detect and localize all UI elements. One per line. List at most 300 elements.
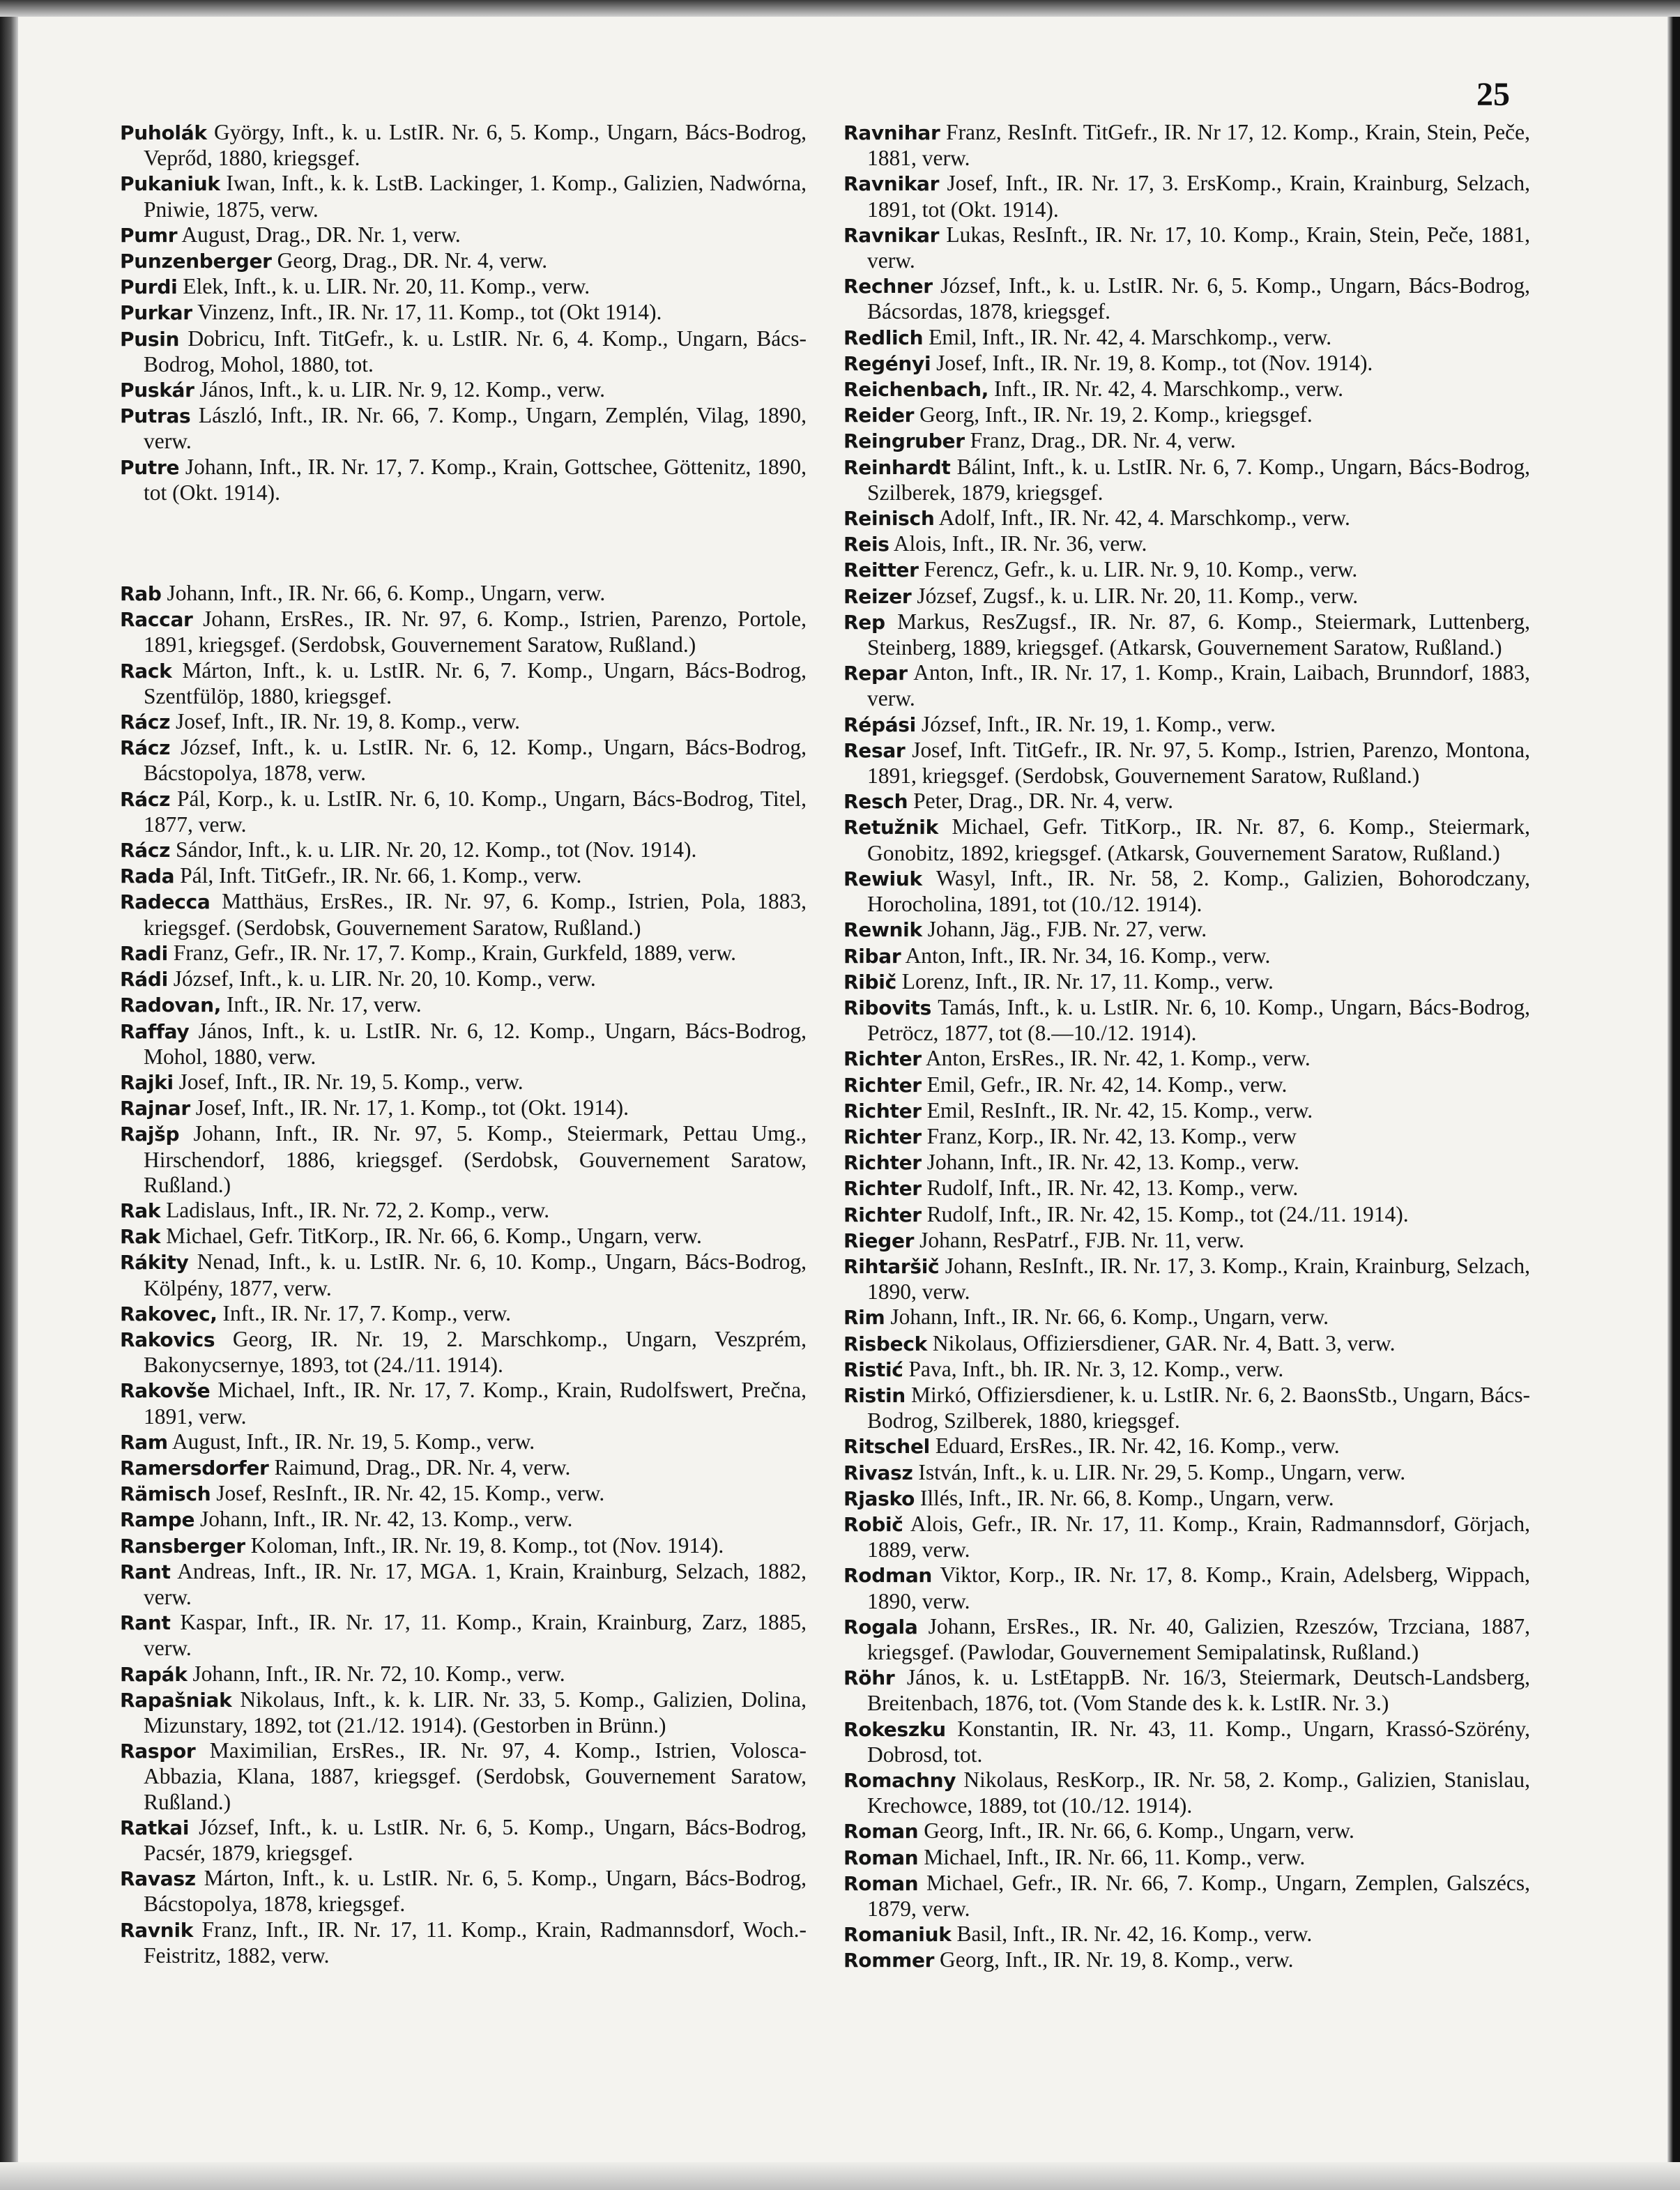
entry-surname: Putras: [120, 404, 191, 428]
entry-details: Kaspar, Inft., IR. Nr. 17, 11. Komp., Krain, Krainburg, Zarz, 1885, verw.: [144, 1610, 807, 1661]
entry-surname: Romaniuk: [843, 1923, 952, 1947]
entry-surname: Rim: [843, 1306, 885, 1330]
right-column-r-section: [843, 120, 1530, 1974]
register-entry: [120, 1866, 807, 1917]
entry-surname: Rep: [843, 610, 885, 634]
entry-surname: Richter: [843, 1203, 922, 1226]
entry-surname: Raccar: [120, 608, 193, 632]
register-entry: [843, 1512, 1530, 1562]
register-entry: [120, 581, 807, 607]
register-entry: [120, 735, 807, 786]
entry-surname: Rjasko: [843, 1486, 915, 1510]
entry-details: Georg, Drag., DR. Nr. 4, verw.: [277, 248, 548, 273]
register-entry: [843, 1767, 1530, 1818]
left-column-p-section: [120, 120, 807, 505]
entry-details: Inft., IR. Nr. 17, 7. Komp., verw.: [222, 1300, 512, 1325]
register-entry: [843, 1460, 1530, 1486]
entry-details: August, Drag., DR. Nr. 1, verw.: [181, 222, 461, 247]
entry-details: József, Zugsf., k. u. LIR. Nr. 20, 11. Komp., verw.: [917, 583, 1359, 608]
entry-details: Rudolf, Inft., IR. Nr. 42, 13. Komp., verw.: [926, 1176, 1299, 1201]
entry-surname: Röhr: [843, 1666, 895, 1690]
entry-surname: Reizer: [843, 584, 912, 608]
register-entry: [843, 1254, 1530, 1305]
register-entry: [120, 658, 807, 709]
page-number: 25: [1476, 76, 1510, 113]
register-entry: [843, 1845, 1530, 1871]
entry-details: Johann, ResInft., IR. Nr. 17, 3. Komp., Krain, Krainburg, Selzach, 1890, verw.: [867, 1253, 1531, 1305]
entry-details: Dobricu, Inft. TitGefr., k. u. LstIR. Nr. 6, 4. Komp., Ungarn, Bács-Bodrog, Mohol, 1880, tot.: [144, 326, 807, 377]
register-entry: [120, 171, 807, 222]
entry-details: István, Inft., k. u. LIR. Nr. 29, 5. Komp., Ungarn, verw.: [918, 1459, 1406, 1484]
register-entry: [843, 943, 1530, 969]
register-entry: [120, 222, 807, 248]
entry-details: Ladislaus, Inft., IR. Nr. 72, 2. Komp., verw.: [166, 1197, 550, 1222]
register-entry: [120, 1378, 807, 1429]
register-entry: [843, 995, 1530, 1046]
register-entry: [120, 1687, 807, 1738]
entry-details: Pava, Inft., bh. IR. Nr. 3, 12. Komp., verw.: [908, 1356, 1284, 1381]
register-entry: [843, 712, 1530, 738]
entry-details: Nikolaus, Inft., k. k. LIR. Nr. 33, 5. Komp., Galizien, Dolina, Mizunstary, 1892, tot (21./12. 1914). (Gestorben in Brünn.): [144, 1687, 807, 1737]
entry-details: Peter, Drag., DR. Nr. 4, verw.: [913, 789, 1173, 814]
entry-details: Franz, Inft., IR. Nr. 17, 11. Komp., Krain, Radmannsdorf, Woch.-Feistritz, 1882, verw.: [144, 1917, 807, 1968]
entry-details: Emil, Gefr., IR. Nr. 42, 14. Komp., verw.: [926, 1072, 1288, 1097]
register-entry: [843, 428, 1530, 454]
register-entry: [843, 402, 1530, 428]
register-entry: [843, 1922, 1530, 1947]
register-entry: [843, 1665, 1530, 1716]
register-entry: [120, 1661, 807, 1687]
entry-details: Vinzenz, Inft., IR. Nr. 17, 11. Komp., tot (Okt 1914).: [197, 300, 662, 325]
entry-surname: Roman: [843, 1871, 919, 1895]
entry-surname: Rewiuk: [843, 867, 922, 890]
register-entry: [120, 248, 807, 274]
register-entry: [120, 120, 807, 171]
entry-surname: Resar: [843, 738, 906, 762]
register-entry: [120, 1610, 807, 1661]
entry-surname: Roman: [843, 1846, 919, 1869]
register-entry: [120, 403, 807, 454]
entry-details: Anton, ErsRes., IR. Nr. 42, 1. Komp., verw.: [925, 1046, 1311, 1071]
register-entry: [120, 1507, 807, 1533]
entry-surname: Ravnihar: [843, 121, 940, 144]
entry-details: Michael, Inft., IR. Nr. 66, 11. Komp., verw.: [924, 1844, 1306, 1869]
entry-details: Maximilian, ErsRes., IR. Nr. 97, 4. Komp., Istrien, Volosca-Abbazia, Klana, 1887, kriegsgef. (Serdobsk, Gouvernement Saratow, Rußland.): [144, 1738, 807, 1814]
entry-details: Adolf, Inft., IR. Nr. 42, 4. Marschkomp., verw.: [938, 505, 1350, 531]
entry-details: Georg, Inft., IR. Nr. 19, 8. Komp., verw.: [940, 1947, 1294, 1972]
entry-details: Mirkó, Offiziersdiener, k. u. LstIR. Nr. 6, 2. BaonsStb., Ungarn, Bács-Bodrog, Szilberek, 1880, kriegsgef.: [867, 1382, 1531, 1434]
register-entry: [120, 786, 807, 837]
register-entry: [120, 377, 807, 403]
entry-details: Johann, Inft., IR. Nr. 42, 13. Komp., verw.: [926, 1150, 1299, 1175]
entry-surname: Richter: [843, 1073, 922, 1097]
entry-surname: Rodman: [843, 1564, 933, 1588]
entry-surname: Ramersdorfer: [120, 1456, 269, 1480]
register-entry: [120, 709, 807, 735]
register-entry: [843, 171, 1530, 222]
entry-details: Nikolaus, ResKorp., IR. Nr. 58, 2. Komp., Galizien, Stanislau, Krechowce, 1889, tot (10./12. 1914).: [867, 1767, 1530, 1818]
left-column-r-section: [120, 581, 807, 1968]
entry-surname: Richter: [843, 1151, 922, 1175]
entry-surname: Ristin: [843, 1383, 906, 1407]
entry-details: Eduard, ErsRes., IR. Nr. 42, 16. Komp., verw.: [935, 1434, 1340, 1459]
entry-surname: Rádi: [120, 968, 168, 991]
register-entry: [843, 1818, 1530, 1844]
entry-details: Franz, Drag., DR. Nr. 4, verw.: [970, 428, 1236, 453]
entry-details: Wasyl, Inft., IR. Nr. 58, 2. Komp., Galizien, Bohorodczany, Horocholina, 1891, tot (10./12. 1914).: [867, 865, 1530, 917]
entry-details: Josef, ResInft., IR. Nr. 42, 15. Komp., verw.: [216, 1481, 605, 1506]
entry-details: Márton, Inft., k. u. LstIR. Nr. 6, 7. Komp., Ungarn, Bács-Bodrog, Szentfülöp, 1880, kriegsgef.: [144, 657, 807, 708]
entry-details: Josef, Inft., IR. Nr. 17, 3. ErsKomp., Krain, Krainburg, Selzach, 1891, tot (Okt. 1914).: [867, 171, 1530, 222]
entry-details: Matthäus, ErsRes., IR. Nr. 97, 6. Komp., Istrien, Pola, 1883, kriegsgef. (Serdobsk, Gouvernement Saratow, Rußland.): [144, 889, 807, 940]
register-entry: [843, 1150, 1530, 1176]
entry-details: Emil, Inft., IR. Nr. 42, 4. Marschkomp., verw.: [929, 324, 1332, 349]
entry-surname: Rak: [120, 1225, 161, 1249]
section-gap: [120, 505, 807, 581]
register-entry: [843, 505, 1530, 531]
entry-details: Konstantin, IR. Nr. 43, 11. Komp., Ungarn, Krassó-Szörény, Dobrosd, tot.: [867, 1716, 1531, 1767]
entry-details: Franz, ResInft. TitGefr., IR. Nr 17, 12. Komp., Krain, Stein, Peče, 1881, verw.: [867, 120, 1531, 171]
register-entry: [843, 351, 1530, 377]
entry-surname: Ribar: [843, 944, 901, 968]
entry-details: Johann, Inft., IR. Nr. 66, 6. Komp., Ungarn, verw.: [167, 581, 606, 606]
entry-details: Anton, Inft., IR. Nr. 17, 1. Komp., Krain, Laibach, Brunndorf, 1883, verw.: [867, 660, 1530, 711]
entry-surname: Rab: [120, 582, 162, 606]
entry-details: Alois, Inft., IR. Nr. 36, verw.: [893, 531, 1147, 556]
register-entry: [120, 326, 807, 377]
entry-surname: Rihtaršič: [843, 1254, 940, 1278]
register-entry: [843, 609, 1530, 660]
entry-details: Sándor, Inft., k. u. LIR. Nr. 20, 12. Komp., tot (Nov. 1914).: [176, 837, 697, 862]
entry-details: Alois, Gefr., IR. Nr. 17, 11. Komp., Krain, Radmannsdorf, Görjach, 1889, verw.: [867, 1511, 1531, 1562]
entry-surname: Pusin: [120, 327, 180, 351]
register-entry: [843, 1614, 1530, 1665]
entry-details: Viktor, Korp., IR. Nr. 17, 8. Komp., Krain, Adelsberg, Wippach, 1890, verw.: [867, 1562, 1530, 1613]
entry-surname: Purdi: [120, 275, 178, 299]
register-entry: [843, 1072, 1530, 1098]
entry-surname: Rak: [120, 1199, 161, 1222]
register-entry: [843, 1124, 1530, 1150]
entry-surname: Robič: [843, 1512, 903, 1536]
entry-details: Bálint, Inft., k. u. LstIR. Nr. 6, 7. Komp., Ungarn, Bács-Bodrog, Szilberek, 1879, kriegsgef.: [867, 454, 1531, 505]
entry-details: Johann, Inft., IR. Nr. 66, 6. Komp., Ungarn, verw.: [890, 1305, 1329, 1330]
register-entry: [843, 1717, 1530, 1767]
entry-surname: Répási: [843, 713, 916, 736]
entry-surname: Richter: [843, 1099, 922, 1123]
entry-surname: Rant: [120, 1560, 171, 1583]
entry-details: József, Inft., IR. Nr. 19, 1. Komp., verw.: [921, 711, 1276, 736]
entry-details: Johann, ErsRes., IR. Nr. 40, Galizien, Rzeszów, Trzciana, 1887, kriegsgef. (Pawlodar, Gouvernement Semipalatinsk, Rußland.): [867, 1613, 1531, 1664]
entry-surname: Ravnik: [120, 1918, 194, 1942]
entry-surname: Rapák: [120, 1662, 188, 1686]
entry-surname: Ratkai: [120, 1816, 190, 1839]
register-entry: [120, 889, 807, 940]
entry-details: Rudolf, Inft., IR. Nr. 42, 15. Komp., tot (24./11. 1914).: [926, 1201, 1409, 1226]
entry-surname: Roman: [843, 1820, 919, 1843]
register-entry: [120, 1198, 807, 1224]
entry-surname: Rácz: [120, 787, 171, 811]
register-entry: [120, 1738, 807, 1815]
register-entry: [120, 274, 807, 300]
register-entry: [120, 863, 807, 889]
entry-surname: Ravnikar: [843, 172, 940, 196]
scan-bottom-edge: [0, 2162, 1680, 2190]
register-entry: [120, 1070, 807, 1095]
entry-details: József, Inft., k. u. LstIR. Nr. 6, 5. Komp., Ungarn, Bács-Bodrog, Bácsordas, 1878, kriegsgef.: [867, 273, 1530, 324]
entry-surname: Risbeck: [843, 1332, 927, 1355]
entry-details: Ferencz, Gefr., k. u. LIR. Nr. 9, 10. Komp., verw.: [924, 557, 1358, 582]
register-entry: [120, 607, 807, 657]
entry-surname: Repar: [843, 662, 908, 685]
entry-details: Iwan, Inft., k. k. LstB. Lackinger, 1. Komp., Galizien, Nadwórna, Pniwie, 1875, verw.: [144, 171, 807, 222]
entry-details: György, Inft., k. u. LstIR. Nr. 6, 5. Komp., Ungarn, Bács-Bodrog, Veprőd, 1880, kriegsgef.: [144, 120, 807, 171]
entry-details: Elek, Inft., k. u. LIR. Nr. 20, 11. Komp., verw.: [183, 274, 590, 299]
entry-details: János, Inft., k. u. LIR. Nr. 9, 12. Komp., verw.: [199, 377, 606, 402]
entry-surname: Putre: [120, 455, 180, 479]
register-entry: [843, 866, 1530, 917]
entry-surname: Rivasz: [843, 1461, 913, 1484]
entry-surname: Ristić: [843, 1358, 903, 1381]
register-entry: [843, 1331, 1530, 1357]
entry-details: Johann, Jäg., FJB. Nr. 27, verw.: [927, 917, 1207, 942]
scan-top-edge: [0, 0, 1680, 17]
entry-details: Markus, ResZugsf., IR. Nr. 87, 6. Komp., Steiermark, Luttenberg, Steinberg, 1889, kriegsgef. (Atkarsk, Gouvernement Saratow, Rußland.): [867, 609, 1530, 660]
entry-details: Emil, ResInft., IR. Nr. 42, 15. Komp., verw.: [926, 1097, 1313, 1123]
entry-surname: Rácz: [120, 736, 171, 760]
entry-details: Josef, Inft., IR. Nr. 17, 1. Komp., tot (Okt. 1914).: [195, 1095, 629, 1120]
entry-surname: Rakovec,: [120, 1302, 217, 1325]
entry-details: Anton, Inft., IR. Nr. 34, 16. Komp., verw.: [905, 943, 1271, 968]
entry-details: Illés, Inft., IR. Nr. 66, 8. Komp., Ungarn, verw.: [919, 1485, 1334, 1510]
entry-details: Johann, Inft., IR. Nr. 42, 13. Komp., verw.: [200, 1507, 573, 1532]
entry-details: Josef, Inft., IR. Nr. 19, 8. Komp., tot (Nov. 1914).: [936, 350, 1373, 375]
entry-details: Nikolaus, Offiziersdiener, GAR. Nr. 4, Batt. 3, verw.: [932, 1330, 1396, 1355]
register-entry: [843, 969, 1530, 995]
register-entry: [843, 917, 1530, 943]
entry-surname: Rack: [120, 659, 172, 683]
register-entry: [843, 1871, 1530, 1922]
entry-details: Franz, Korp., IR. Nr. 42, 13. Komp., verw: [926, 1123, 1297, 1148]
entry-details: József, Inft., k. u. LIR. Nr. 20, 10. Komp., verw.: [173, 966, 596, 991]
entry-details: Michael, Inft., IR. Nr. 17, 7. Komp., Krain, Rudolfswert, Prečna, 1891, verw.: [144, 1378, 807, 1429]
register-entry: [120, 1815, 807, 1866]
entry-surname: Radi: [120, 941, 168, 965]
entry-surname: Rämisch: [120, 1482, 211, 1506]
entry-surname: Ravnikar: [843, 223, 940, 247]
entry-details: Raimund, Drag., DR. Nr. 4, verw.: [274, 1454, 571, 1480]
register-entry: [120, 1559, 807, 1610]
entry-surname: Rácz: [120, 710, 171, 734]
entry-surname: Puholák: [120, 121, 207, 144]
register-entry: [843, 1228, 1530, 1254]
register-entry: [843, 1357, 1530, 1383]
register-entry: [843, 584, 1530, 609]
register-entry: [843, 1486, 1530, 1512]
register-entry: [120, 1019, 807, 1070]
register-entry: [843, 1202, 1530, 1228]
entry-details: László, Inft., IR. Nr. 66, 7. Komp., Ungarn, Zemplén, Vilag, 1890, verw.: [144, 403, 807, 454]
entry-details: János, k. u. LstEtappB. Nr. 16/3, Steiermark, Deutsch-Landsberg, Breitenbach, 1876, tot. (Vom Stande des k. k. LstIR. Nr. 3.): [867, 1665, 1530, 1716]
entry-surname: Rákity: [120, 1251, 189, 1275]
entry-details: Pál, Korp., k. u. LstIR. Nr. 6, 10. Komp., Ungarn, Bács-Bodrog, Titel, 1877, verw.: [144, 786, 807, 837]
register-entry: [120, 1327, 807, 1378]
entry-surname: Rieger: [843, 1229, 915, 1252]
register-entry: [120, 966, 807, 992]
entry-details: József, Inft., k. u. LstIR. Nr. 6, 5. Komp., Ungarn, Bács-Bodrog, Pacsér, 1879, kriegsgef.: [144, 1814, 807, 1865]
register-entry: [843, 273, 1530, 324]
entry-details: Georg, Inft., IR. Nr. 66, 6. Komp., Ungarn, verw.: [924, 1818, 1354, 1843]
entry-surname: Romachny: [843, 1769, 956, 1792]
register-entry: [120, 1249, 807, 1300]
entry-details: Johann, ResPatrf., FJB. Nr. 11, verw.: [919, 1227, 1244, 1252]
entry-surname: Ram: [120, 1430, 168, 1454]
entry-details: Georg, IR. Nr. 19, 2. Marschkomp., Ungarn, Veszprém, Bakonycsernye, 1893, tot (24./11. 1914).: [144, 1326, 807, 1378]
entry-details: Josef, Inft., IR. Nr. 19, 8. Komp., verw.: [176, 709, 521, 734]
register-entry: [120, 300, 807, 326]
entry-surname: Radovan,: [120, 994, 222, 1017]
entry-details: Inft., IR. Nr. 42, 4. Marschkomp., verw.: [993, 377, 1343, 402]
entry-surname: Punzenberger: [120, 250, 272, 273]
entry-details: August, Inft., IR. Nr. 19, 5. Komp., verw.: [171, 1429, 535, 1454]
register-entry: [843, 325, 1530, 351]
register-entry: [843, 1305, 1530, 1330]
left-column: [120, 120, 807, 1968]
entry-surname: Pukaniuk: [120, 172, 220, 196]
register-entry: [120, 1455, 807, 1481]
entry-surname: Resch: [843, 790, 908, 814]
entry-surname: Purkar: [120, 301, 192, 325]
entry-details: Inft., IR. Nr. 17, verw.: [226, 992, 422, 1017]
right-column: [843, 120, 1530, 1974]
entry-surname: Rant: [120, 1611, 171, 1635]
scan-right-edge: [1667, 0, 1680, 2190]
register-entry: [843, 1046, 1530, 1072]
register-entry: [843, 814, 1530, 865]
entry-surname: Rakovše: [120, 1379, 211, 1403]
entry-surname: Rajnar: [120, 1097, 190, 1120]
entry-surname: Reinisch: [843, 507, 935, 531]
entry-surname: Richter: [843, 1125, 922, 1148]
register-entry: [120, 1301, 807, 1327]
entry-surname: Raspor: [120, 1740, 196, 1763]
register-entry: [120, 1481, 807, 1507]
register-entry: [843, 455, 1530, 505]
entry-details: Georg, Inft., IR. Nr. 19, 2. Komp., kriegsgef.: [919, 402, 1313, 427]
entry-surname: Rampe: [120, 1508, 195, 1532]
register-entry: [120, 1224, 807, 1249]
entry-surname: Reingruber: [843, 429, 965, 453]
entry-surname: Ritschel: [843, 1435, 930, 1459]
entry-details: Josef, Inft., IR. Nr. 19, 5. Komp., verw.: [178, 1069, 524, 1094]
register-entry: [120, 1429, 807, 1455]
scan-left-edge: [0, 0, 18, 2190]
entry-surname: Reis: [843, 533, 889, 556]
entry-details: Johann, Inft., IR. Nr. 97, 5. Komp., Steiermark, Pettau Umg., Hirschendorf, 1886, kriegsgef. (Serdobsk, Gouvernement Saratow, Rußland.): [144, 1121, 807, 1197]
entry-surname: Regényi: [843, 351, 931, 375]
entry-details: Michael, Gefr. TitKorp., IR. Nr. 66, 6. Komp., Ungarn, verw.: [166, 1224, 702, 1249]
register-entry: [843, 1176, 1530, 1201]
entry-details: Johann, Inft., IR. Nr. 17, 7. Komp., Krain, Gottschee, Göttenitz, 1890, tot (Okt. 1914).: [144, 454, 807, 505]
entry-details: József, Inft., k. u. LstIR. Nr. 6, 12. Komp., Ungarn, Bács-Bodrog, Bácstopolya, 1878, verw.: [144, 735, 807, 786]
register-entry: [843, 789, 1530, 814]
entry-surname: Puskár: [120, 379, 194, 402]
register-entry: [120, 1917, 807, 1968]
entry-details: Johann, Inft., IR. Nr. 72, 10. Komp., verw.: [192, 1661, 565, 1686]
entry-surname: Ransberger: [120, 1534, 245, 1558]
register-entry: [120, 992, 807, 1018]
register-entry: [120, 455, 807, 505]
register-entry: [843, 120, 1530, 171]
entry-surname: Raffay: [120, 1019, 190, 1043]
entry-surname: Reinhardt: [843, 455, 951, 479]
entry-details: Koloman, Inft., IR. Nr. 19, 8. Komp., tot (Nov. 1914).: [250, 1533, 724, 1558]
register-entry: [843, 377, 1530, 402]
entry-details: Lorenz, Inft., IR. Nr. 17, 11. Komp., verw.: [901, 968, 1274, 994]
entry-surname: Rajki: [120, 1070, 174, 1094]
entry-details: Franz, Gefr., IR. Nr. 17, 7. Komp., Krain, Gurkfeld, 1889, verw.: [173, 940, 736, 965]
entry-surname: Rácz: [120, 839, 171, 862]
entry-details: Michael, Gefr., IR. Nr. 66, 7. Komp., Ungarn, Zemplen, Galszécs, 1879, verw.: [867, 1870, 1531, 1922]
entry-details: Johann, ErsRes., IR. Nr. 97, 6. Komp., Istrien, Parenzo, Portole, 1891, kriegsgef. (Serdobsk, Gouvernement Saratow, Rußland.): [144, 607, 807, 657]
entry-surname: Rechner: [843, 275, 933, 298]
entry-surname: Ribič: [843, 970, 896, 994]
entry-surname: Richter: [843, 1177, 922, 1201]
entry-surname: Richter: [843, 1047, 922, 1071]
entry-surname: Reichenbach,: [843, 378, 989, 402]
register-entry: [120, 837, 807, 863]
register-entry: [120, 1121, 807, 1198]
entry-details: Josef, Inft. TitGefr., IR. Nr. 97, 5. Komp., Istrien, Parenzo, Montona, 1891, kriegsgef. (Serdobsk, Gouvernement Saratow, Rußland.): [867, 737, 1530, 789]
register-entry: [843, 1098, 1530, 1124]
register-entry: [843, 1434, 1530, 1459]
entry-details: Márton, Inft., k. u. LstIR. Nr. 6, 5. Komp., Ungarn, Bács-Bodrog, Bácstopolya, 1878, kriegsgef.: [144, 1866, 807, 1917]
entry-details: Basil, Inft., IR. Nr. 42, 16. Komp., verw.: [956, 1922, 1313, 1947]
entry-surname: Ribovits: [843, 996, 931, 1019]
entry-surname: Rapašniak: [120, 1688, 232, 1712]
entry-details: Tamás, Inft., k. u. LstIR. Nr. 6, 10. Komp., Ungarn, Bács-Bodrog, Petröcz, 1877, tot (8.—10./12. 1914).: [867, 994, 1530, 1046]
register-entry: [843, 738, 1530, 789]
entry-details: Lukas, ResInft., IR. Nr. 17, 10. Komp., Krain, Stein, Peče, 1881, verw.: [867, 222, 1530, 273]
entry-surname: Pumr: [120, 223, 178, 247]
register-entry: [120, 1533, 807, 1559]
entry-surname: Rada: [120, 865, 175, 888]
entry-surname: Rakovics: [120, 1328, 215, 1351]
entry-details: Michael, Gefr. TitKorp., IR. Nr. 87, 6. Komp., Steiermark, Gonobitz, 1892, kriegsgef. (Atkarsk, Gouvernement Saratow, Rußland.): [867, 814, 1531, 865]
register-entry: [843, 531, 1530, 557]
entry-surname: Reider: [843, 404, 915, 427]
register-entry: [843, 1947, 1530, 1973]
entry-details: Nenad, Inft., k. u. LstIR. Nr. 6, 10. Komp., Ungarn, Bács-Bodrog, Kölpény, 1877, verw.: [144, 1249, 807, 1300]
entry-surname: Retužnik: [843, 816, 938, 839]
register-entry: [843, 222, 1530, 273]
entry-details: János, Inft., k. u. LstIR. Nr. 6, 12. Komp., Ungarn, Bács-Bodrog, Mohol, 1880, verw.: [144, 1018, 807, 1069]
entry-details: Pál, Inft. TitGefr., IR. Nr. 66, 1. Komp., verw.: [180, 863, 582, 888]
entry-surname: Rajšp: [120, 1123, 180, 1146]
entry-surname: Ravasz: [120, 1867, 196, 1891]
register-entry: [843, 1383, 1530, 1434]
entry-surname: Rokeszku: [843, 1717, 946, 1741]
register-entry: [120, 1095, 807, 1121]
entry-surname: Radecca: [120, 890, 211, 914]
register-entry: [843, 1562, 1530, 1613]
entry-details: Andreas, Inft., IR. Nr. 17, MGA. 1, Krain, Krainburg, Selzach, 1882, verw.: [144, 1558, 807, 1609]
entry-surname: Rommer: [843, 1949, 935, 1972]
entry-surname: Rogala: [843, 1615, 918, 1638]
register-entry: [843, 660, 1530, 711]
register-entry: [120, 941, 807, 966]
entry-surname: Reitter: [843, 558, 919, 582]
register-entry: [843, 557, 1530, 583]
